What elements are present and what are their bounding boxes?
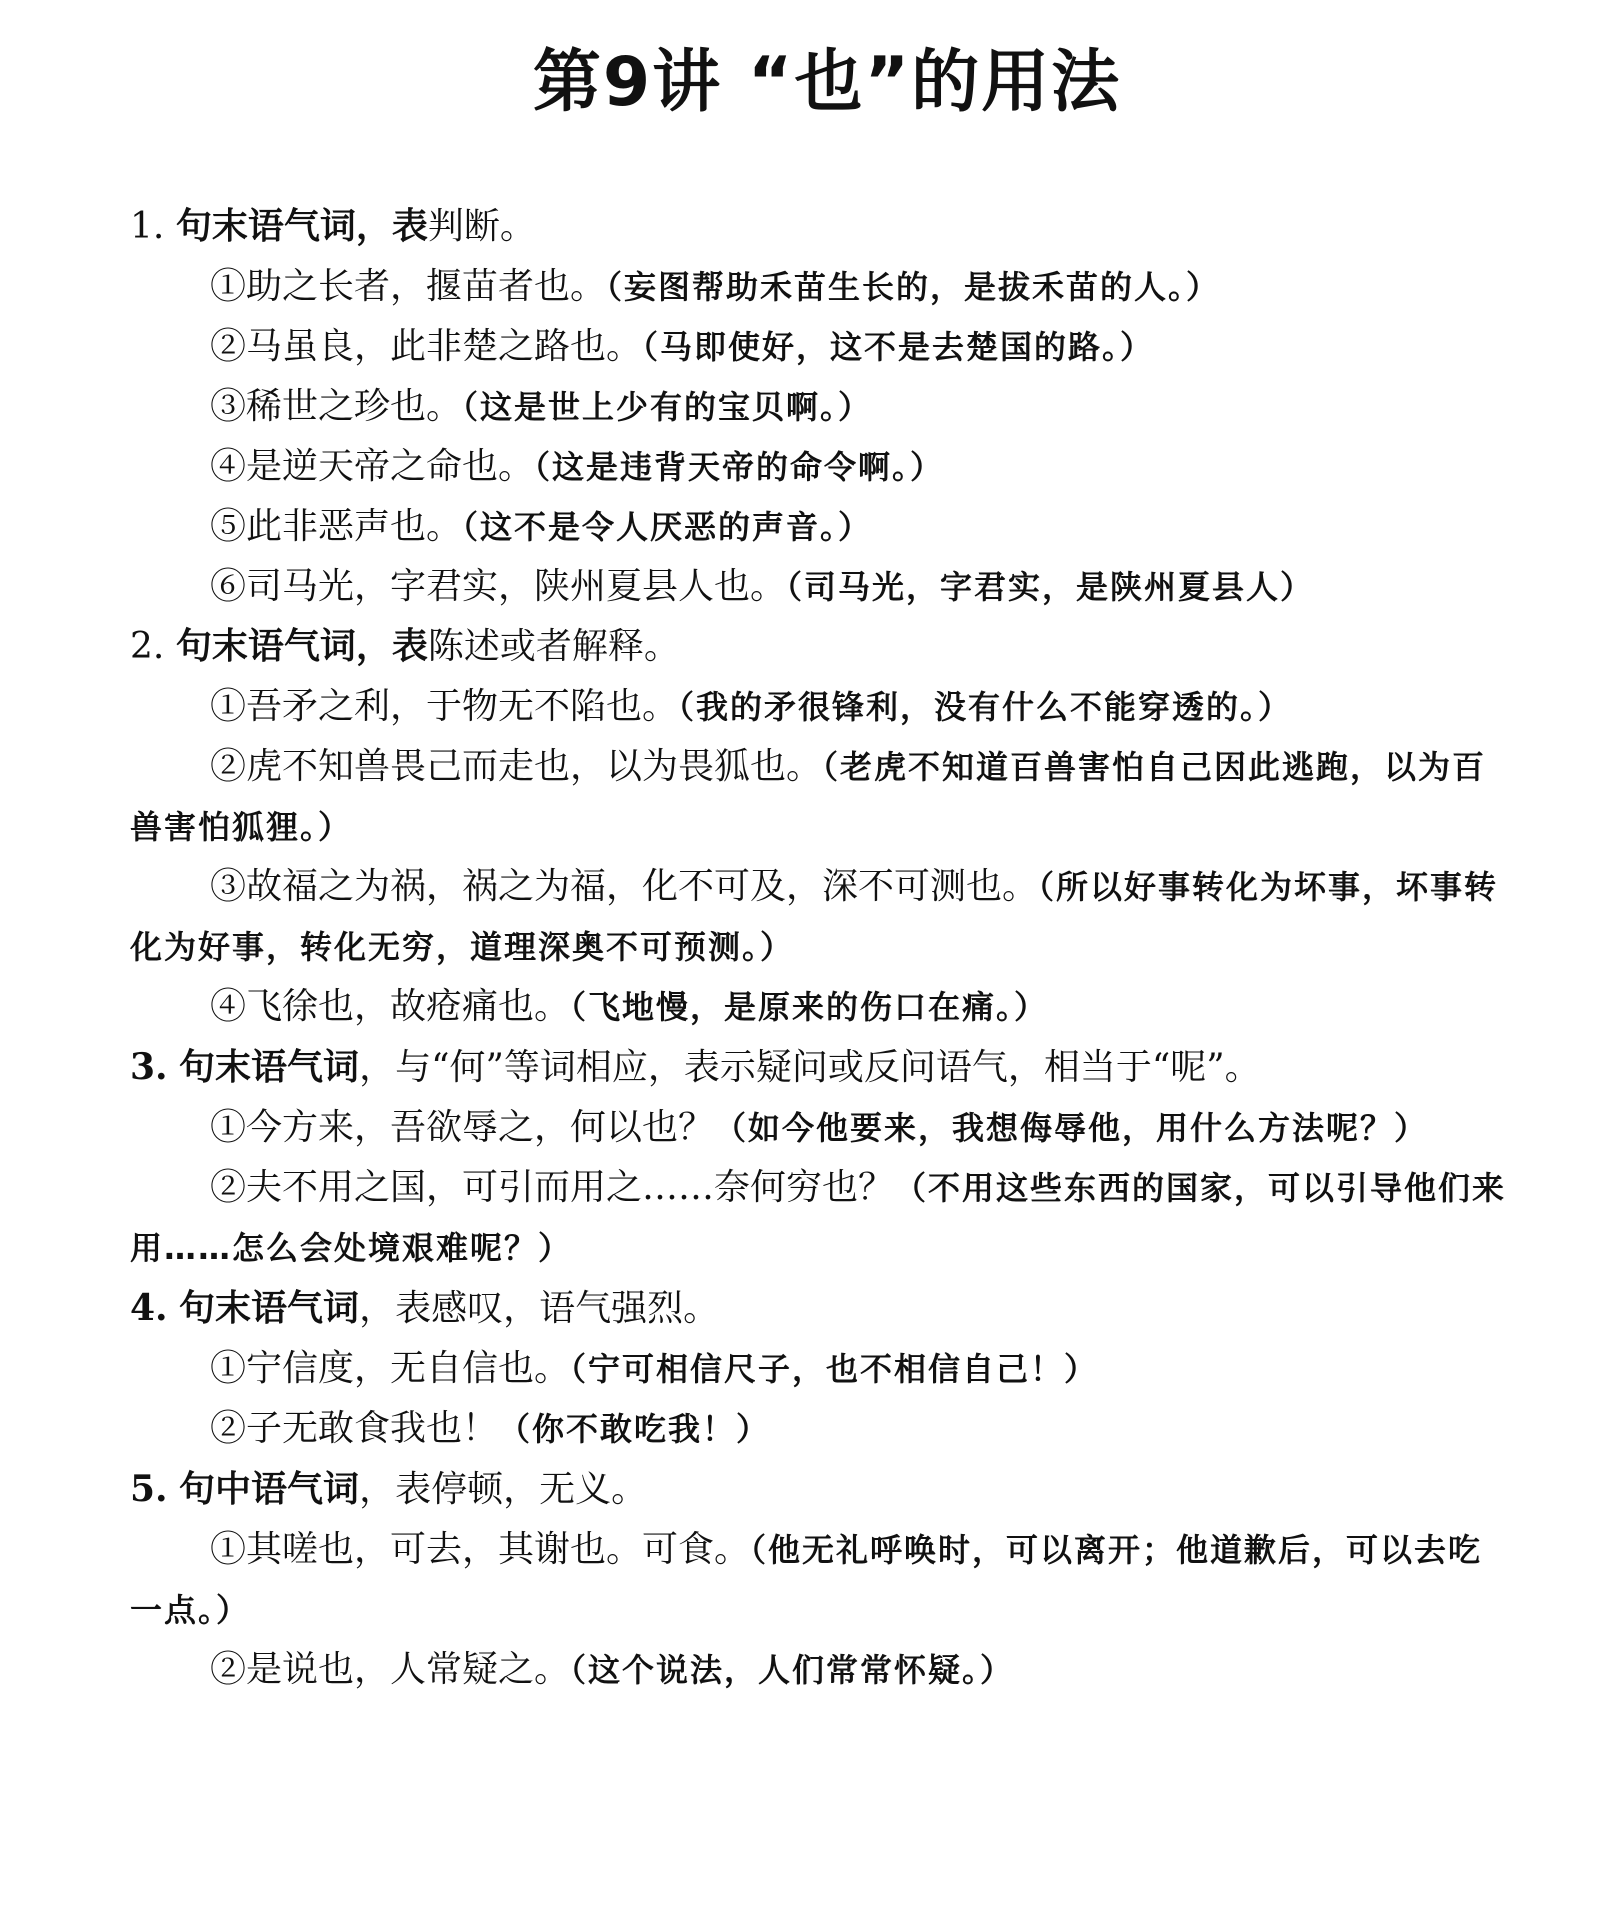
example-sentence [130, 1098, 1514, 1158]
modern-translation: （不用这些东西的国家，可以引导他们来用……怎么会处境艰难呢？） [130, 1169, 1507, 1267]
modern-translation: （这不是令人厌恶的声音。） [462, 508, 873, 546]
modern-translation: （这个说法，人们常常怀疑。） [570, 1651, 1015, 1689]
section-heading [130, 617, 1514, 677]
classical-text: ④是逆天帝之命也。 [210, 446, 535, 487]
classical-text: ②马虽良，此非楚之路也。 [210, 326, 643, 367]
usage-section [130, 1459, 1514, 1700]
section-keyword: 句末语气词 [179, 1047, 360, 1088]
section-heading [130, 1459, 1514, 1520]
section-heading [130, 1278, 1514, 1339]
section-keyword: 句末语气词，表 [175, 206, 428, 247]
section-number: 4. [130, 1287, 168, 1329]
classical-text: ②夫不用之国，可引而用之……奈何穷也？ [210, 1167, 895, 1208]
classical-text: ①其嗟也，可去，其谢也。可食。 [210, 1529, 751, 1570]
example-sentence [130, 257, 1514, 317]
example-sentence [130, 377, 1514, 437]
classical-text: ②虎不知兽畏己而走也，以为畏狐也。 [210, 746, 823, 787]
modern-translation: （妄图帮助禾苗生长的，是拔禾苗的人。） [606, 268, 1221, 306]
classical-text: ①助之长者，揠苗者也。 [210, 266, 607, 307]
example-sentence [130, 557, 1514, 617]
example-sentence [130, 1339, 1514, 1399]
classical-text: ⑤此非恶声也。 [210, 506, 463, 547]
usage-section [130, 1278, 1514, 1459]
modern-translation: （我的矛很锋利，没有什么不能穿透的。） [678, 688, 1293, 726]
example-sentence [130, 1520, 1514, 1640]
section-description: 陈述或者解释。 [427, 626, 680, 667]
section-heading [130, 1037, 1514, 1098]
classical-text: ④飞徐也，故疮痛也。 [210, 986, 571, 1027]
usage-section [130, 617, 1514, 1037]
section-keyword: 句末语气词，表 [175, 626, 428, 667]
example-sentence [130, 737, 1514, 857]
modern-translation: （飞地慢，是原来的伤口在痛。） [570, 988, 1049, 1026]
section-description: 判断。 [427, 206, 536, 247]
classical-text: ①吾矛之利，于物无不陷也。 [210, 686, 679, 727]
example-sentence [130, 497, 1514, 557]
section-number: 5. [130, 1468, 168, 1510]
classical-text: ③故福之为祸，祸之为福，化不可及，深不可测也。 [210, 866, 1039, 907]
example-sentence [130, 677, 1514, 737]
modern-translation: （这是世上少有的宝贝啊。） [462, 388, 873, 426]
usage-sections [130, 197, 1514, 1700]
usage-section [130, 197, 1514, 617]
modern-translation: （你不敢吃我！） [498, 1410, 771, 1448]
section-description: ，与“何”等词相应，表示疑问或反问语气，相当于“呢”。 [359, 1047, 1261, 1088]
example-sentence [130, 857, 1514, 977]
example-sentence [130, 317, 1514, 377]
section-number: 3. [130, 1046, 168, 1088]
classical-text: ①今方来，吾欲辱之，何以也？ [210, 1107, 715, 1148]
section-keyword: 句中语气词 [179, 1469, 360, 1510]
example-sentence [130, 1158, 1514, 1278]
modern-translation: （宁可相信尺子，也不相信自己！） [570, 1350, 1099, 1388]
section-number: 1. [130, 206, 165, 247]
example-sentence [130, 437, 1514, 497]
usage-section [130, 1037, 1514, 1278]
modern-translation: （老虎不知道百兽害怕自己因此逃跑，以为百兽害怕狐狸。） [130, 748, 1487, 846]
section-description: ，表停顿，无义。 [359, 1469, 648, 1510]
section-keyword: 句末语气词 [179, 1288, 360, 1329]
modern-translation: （如今他要来，我想侮辱他，用什么方法呢？） [714, 1109, 1429, 1147]
modern-translation: （司马光，字君实，是陕州夏县人） [786, 568, 1315, 606]
modern-translation: （马即使好，这不是去楚国的路。） [642, 328, 1155, 366]
section-description: ，表感叹，语气强烈。 [359, 1288, 720, 1329]
classical-text: ⑥司马光，字君实，陕州夏县人也。 [210, 566, 787, 607]
section-heading [130, 197, 1514, 257]
example-sentence [130, 977, 1514, 1037]
modern-translation: （他无礼呼唤时，可以离开；他道歉后，可以去吃一点。） [130, 1531, 1483, 1629]
classical-text: ②子无敢食我也！ [210, 1408, 499, 1449]
classical-text: ①宁信度，无自信也。 [210, 1348, 571, 1389]
modern-translation: （所以好事转化为坏事，坏事转化为好事，转化无穷，道理深奥不可预测。） [130, 868, 1499, 966]
classical-text: ②是说也，人常疑之。 [210, 1649, 571, 1690]
section-number: 2. [130, 626, 165, 667]
example-sentence [130, 1399, 1514, 1459]
page-title: 第9讲 “也”的用法 [532, 43, 1122, 122]
modern-translation: （这是违背天帝的命令啊。） [534, 448, 945, 486]
classical-text: ③稀世之珍也。 [210, 386, 463, 427]
example-sentence [130, 1640, 1514, 1700]
